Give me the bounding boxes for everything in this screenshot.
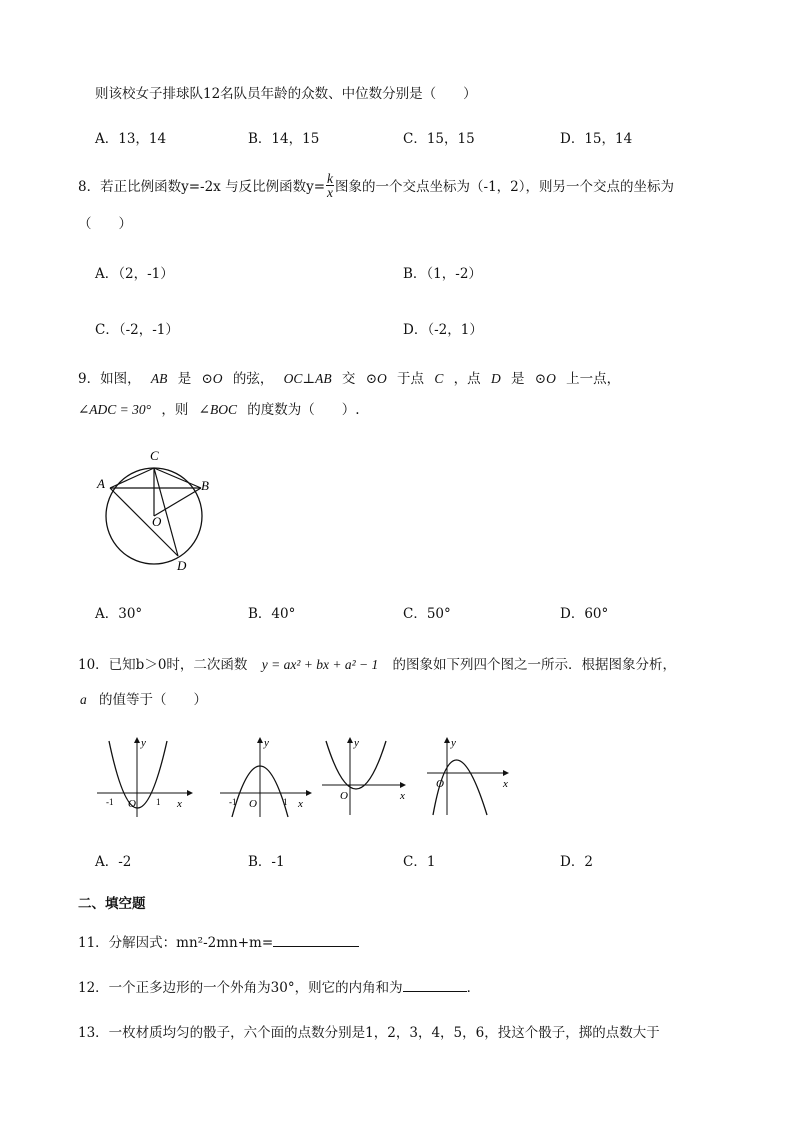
label-b: B (201, 478, 209, 493)
q10-graph-4 (425, 735, 517, 820)
q13-stem: 13．一枚材质均匀的骰子，六个面的点数分别是1，2，3，4，5，6，投这个骰子，掷的点数大于 (78, 1025, 660, 1041)
q9-option-d: D．60° (560, 606, 609, 622)
tick-1: 1 (156, 797, 161, 807)
q7-stem: 则该校女子排球队12名队员年龄的众数、中位数分别是（ ） (95, 86, 477, 102)
q10-option-a: A．-2 (95, 854, 132, 870)
q8-option-c: C．（-2，-1） (95, 322, 179, 338)
q8-frac-den: x (327, 184, 334, 200)
origin-label: O (340, 790, 348, 802)
q7-option-d: D．15，14 (560, 131, 633, 147)
tick-neg1: -1 (229, 797, 237, 807)
q9-option-a: A．30° (95, 606, 143, 622)
q10-graph-3 (320, 735, 412, 820)
q8-text-part2: 图象的一个交点坐标为（-1，2），则另一个交点的坐标为 (335, 179, 675, 195)
axis-x-label: x (400, 790, 405, 802)
math-d: D (490, 371, 501, 386)
q10-option-b: B．-1 (248, 854, 285, 870)
q8-stem-line2: （ ） (78, 216, 132, 232)
math-circle-o-2: ⊙O (365, 371, 387, 386)
q10-option-d: D．2 (560, 854, 593, 870)
q7-option-a: A．13，14 (95, 131, 167, 147)
segment-ad (110, 488, 178, 556)
origin-label: O (436, 778, 444, 790)
q8-option-d: D．（-2，1） (403, 322, 483, 338)
axis-y-label: y (141, 737, 146, 749)
section-title-fill-in: 二、填空题 (78, 896, 146, 912)
math-circle-o: ⊙O (201, 371, 223, 386)
math-circle-o-3: ⊙O (534, 371, 556, 386)
math-angle-adc: ∠ADC = 30° (78, 402, 152, 417)
q7-option-b: B．14，15 (248, 131, 320, 147)
q8-option-b: B．（1，-2） (403, 266, 482, 282)
q9-stem-line1: 9．如图， AB 是 ⊙O 的弦， OC⊥AB 交 ⊙O 于点 C ，点 D 是 ⊙O 上一点， (78, 371, 621, 387)
q8-option-a: A．（2，-1） (95, 266, 174, 282)
q12-stem: 12．一个正多边形的一个外角为30°，则它的内角和为 ． (78, 980, 481, 996)
q10-stem-line1: 10．已知b＞0时，二次函数 y = ax² + bx + a² − 1 的图象如下列四个图之一所示．根据图象分析， (78, 657, 677, 673)
q8-stem (78, 168, 674, 202)
q10-stem-line2: a 的值等于（ ） (80, 692, 208, 708)
origin-label: O (249, 798, 257, 810)
label-c: C (150, 448, 159, 463)
q10-graph-2 (218, 735, 318, 820)
math-c: C (434, 371, 444, 386)
math-a: a (80, 692, 87, 707)
tick-1: 1 (283, 797, 288, 807)
label-o: O (152, 514, 162, 529)
origin-label: O (128, 798, 136, 810)
axis-y-label: y (354, 737, 359, 749)
q9-circle-figure (90, 440, 220, 580)
q10-graph-1 (95, 735, 195, 820)
axis-x-label: x (298, 798, 303, 810)
math-angle-boc: ∠BOC (198, 402, 237, 417)
axis-y-label: y (451, 737, 456, 749)
q8-frac-num: k (327, 170, 334, 186)
axis-y-label: y (264, 737, 269, 749)
q10-formula: y = ax² + bx + a² − 1 (261, 657, 379, 672)
segment-ac (110, 468, 154, 488)
label-a: A (97, 476, 105, 491)
tick-neg1: -1 (106, 797, 114, 807)
q11-answer-blank[interactable] (273, 946, 359, 947)
axis-x-label: x (177, 798, 182, 810)
q8-text-part1: 8．若正比例函数y=-2x 与反比例函数y= (78, 179, 326, 195)
q9-option-b: B．40° (248, 606, 296, 622)
label-d: D (177, 558, 187, 573)
q9-stem-line2: ∠ADC = 30° ，则 ∠BOC 的度数为（ ）. (78, 402, 360, 418)
segment-cb (154, 468, 201, 488)
math-ab: AB (150, 371, 168, 386)
segment-cd (154, 468, 178, 556)
q8-fraction (326, 172, 334, 199)
q9-option-c: C．50° (403, 606, 451, 622)
q11-stem: 11．分解因式：mn²-2mn+m= (78, 931, 359, 951)
axis-x-label: x (503, 778, 508, 790)
q10-option-c: C．1 (403, 854, 436, 870)
q12-answer-blank[interactable] (403, 991, 467, 992)
q7-option-c: C．15，15 (403, 131, 475, 147)
math-oc-perp-ab: OC⊥AB (283, 371, 332, 386)
